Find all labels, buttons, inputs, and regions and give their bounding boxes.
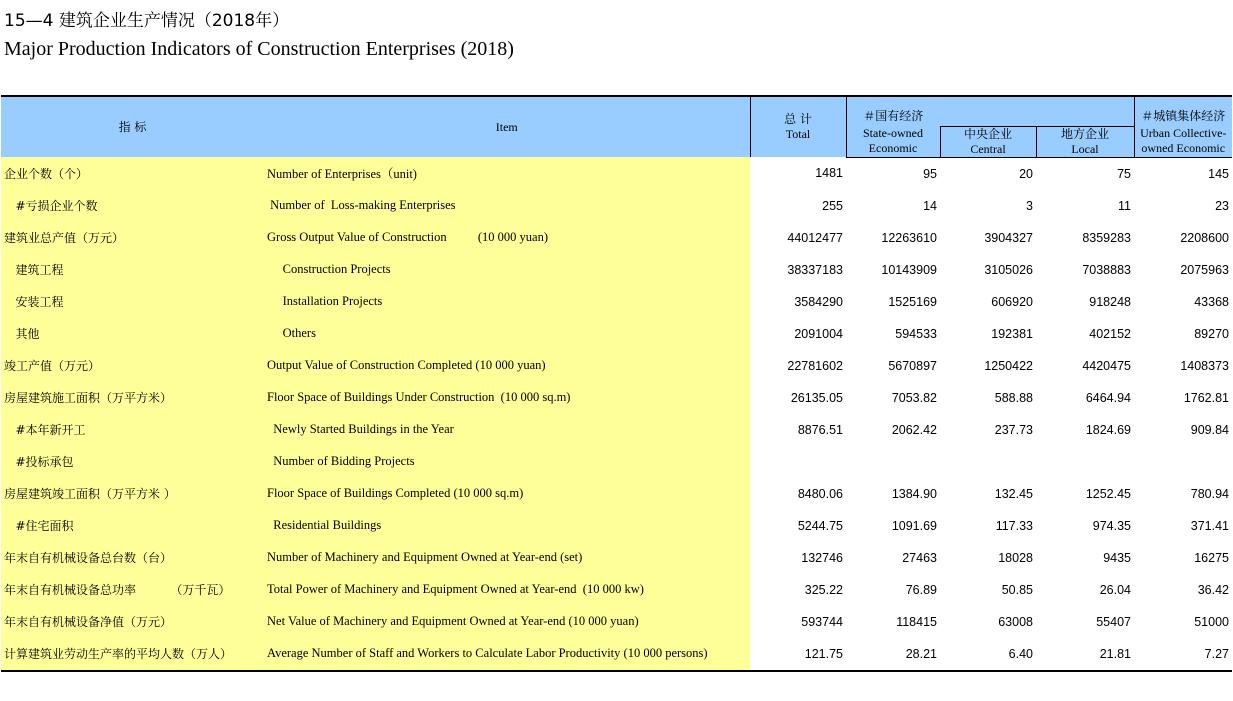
row-label-english: Net Value of Machinery and Equipment Owned at Year-end (10 000 yuan): [264, 606, 750, 638]
cell-urban: 145: [1208, 166, 1229, 181]
cell-local: 1252.45: [1085, 486, 1131, 501]
cell-total: [750, 446, 846, 478]
cell-state: 76.89: [905, 582, 937, 597]
cell-state: 118415: [896, 614, 937, 629]
table-row: [1, 382, 1232, 414]
cell-urban: 1408373: [1180, 358, 1229, 373]
cell-local: 11: [1118, 198, 1131, 213]
cell-urban: 36.42: [1197, 582, 1229, 597]
cell-state: 27463: [902, 550, 937, 565]
table-row: [1, 446, 1232, 478]
row-label-chinese: 计算建筑业劳动生产率的平均人数（万人）: [1, 638, 264, 671]
cell-central: [940, 446, 1036, 478]
cell-central: 117.33: [995, 518, 1033, 533]
row-label-chinese: 年末自有机械设备净值（万元）: [1, 606, 264, 638]
cell-urban: 371.41: [1190, 518, 1229, 533]
cell-local: 9435: [1103, 550, 1131, 565]
table-row: [1, 222, 1232, 254]
cell-local: 402152: [1089, 326, 1131, 341]
cell-central: 20: [1019, 166, 1033, 181]
cell-urban: 23: [1215, 198, 1229, 213]
row-label-english: Number of Bidding Projects: [264, 446, 750, 478]
table-row: [1, 542, 1232, 574]
cell-total: 2091004: [794, 326, 843, 341]
cell-total: 44012477: [787, 230, 843, 245]
row-label-chinese: #本年新开工: [1, 414, 264, 446]
cell-central: 3904327: [984, 230, 1033, 245]
row-label-chinese: 安装工程: [1, 286, 264, 318]
header-total: 总 计 Total: [750, 96, 846, 157]
row-label-chinese: #投标承包: [1, 446, 264, 478]
cell-urban: 43368: [1194, 294, 1229, 309]
cell-state: 95: [923, 166, 937, 181]
cell-central: 192381: [991, 326, 1033, 341]
cell-central: 18028: [998, 550, 1033, 565]
cell-total: 26135.05: [790, 390, 843, 405]
cell-central: 50.85: [1001, 582, 1033, 597]
table-row: [1, 638, 1232, 671]
production-indicators-table: [1, 95, 1232, 672]
cell-total: 3584290: [794, 294, 843, 309]
row-label-chinese: 年末自有机械设备总台数（台）: [1, 542, 264, 574]
cell-state: 1525169: [888, 294, 937, 309]
cell-central: 132.45: [994, 486, 1033, 501]
cell-central: 3: [1026, 198, 1033, 213]
cell-total: 22781602: [787, 358, 843, 373]
cell-central: 606920: [991, 294, 1033, 309]
row-label-chinese: 房屋建筑竣工面积（万平方米 ）: [1, 478, 264, 510]
cell-local: [1036, 446, 1134, 478]
cell-state: 2062.42: [891, 422, 937, 437]
cell-central: 588.88: [994, 390, 1033, 405]
header-item: Item: [264, 96, 750, 157]
table-row: [1, 478, 1232, 510]
cell-urban: 7.27: [1134, 638, 1232, 671]
cell-state: 5670897: [888, 358, 937, 373]
table-row: [1, 254, 1232, 286]
row-label-english: Output Value of Construction Completed (10 000 yuan): [264, 350, 750, 382]
cell-total: 5244.75: [797, 518, 843, 533]
row-label-chinese: 建筑业总产值（万元）: [1, 222, 264, 254]
row-label-english: Construction Projects: [264, 254, 750, 286]
cell-state: 14: [923, 198, 937, 213]
cell-state: 1091.69: [891, 518, 937, 533]
page-title-chinese: 15—4 建筑企业生产情况（2018年）: [4, 11, 290, 31]
header-central: 中央企业 Central: [940, 126, 1036, 157]
cell-local: 8359283: [1082, 230, 1131, 245]
cell-state: 594533: [895, 326, 937, 341]
row-label-english: Newly Started Buildings in the Year: [264, 414, 750, 446]
row-label-chinese: 竣工产值（万元）: [1, 350, 264, 382]
cell-total: 8876.51: [797, 422, 843, 437]
row-label-chinese: 企业个数（个）: [1, 157, 264, 190]
row-label-english: Number of Loss-making Enterprises: [264, 190, 750, 222]
row-label-chinese: #住宅面积: [1, 510, 264, 542]
table-row: [1, 510, 1232, 542]
cell-state: 28.21: [846, 638, 940, 671]
cell-state: 12263610: [881, 230, 937, 245]
cell-total: 593744: [801, 614, 843, 629]
table-row: [1, 190, 1232, 222]
cell-total: 1481: [815, 166, 843, 181]
page-title-english: Major Production Indicators of Construction Enterprises (2018): [4, 38, 514, 60]
cell-total: 132746: [801, 550, 843, 565]
cell-total: 121.75: [750, 638, 846, 671]
cell-urban: 2075963: [1180, 262, 1229, 277]
row-label-english: Average Number of Staff and Workers to Calculate Labor Productivity (10 000 persons): [264, 638, 750, 671]
cell-urban: 780.94: [1190, 486, 1229, 501]
table-row: [1, 157, 1232, 190]
cell-urban: 16275: [1194, 550, 1229, 565]
cell-local: 6464.94: [1085, 390, 1131, 405]
row-label-english: Number of Enterprises（unit): [264, 157, 750, 190]
cell-central: 6.40: [940, 638, 1036, 671]
row-label-chinese: #亏损企业个数: [1, 190, 264, 222]
table-row: [1, 574, 1232, 606]
cell-central: 1250422: [984, 358, 1033, 373]
cell-local: 26.04: [1099, 582, 1131, 597]
row-label-english: Others: [264, 318, 750, 350]
cell-central: 63008: [998, 614, 1033, 629]
cell-urban: 89270: [1194, 326, 1229, 341]
table-row: [1, 606, 1232, 638]
row-label-english: Floor Space of Buildings Completed (10 000 sq.m): [264, 478, 750, 510]
table-row: [1, 350, 1232, 382]
cell-central: 237.73: [994, 422, 1033, 437]
cell-state: [846, 446, 940, 478]
cell-local: 21.81: [1036, 638, 1134, 671]
header-urban-cn: ＃城镇集体经济: [1134, 96, 1232, 126]
table-row: [1, 414, 1232, 446]
table-row: [1, 286, 1232, 318]
header-urban-en: Urban Collective- owned Economic: [1134, 126, 1232, 157]
cell-urban: 1762.81: [1183, 390, 1229, 405]
cell-total: 38337183: [787, 262, 843, 277]
table-row: [1, 318, 1232, 350]
header-state-owned-cn: ＃国有经济: [846, 96, 940, 126]
header-local: 地方企业 Local: [1036, 126, 1134, 157]
header-state-owned-en: State-owned Economic: [846, 126, 940, 157]
cell-urban: 51000: [1194, 614, 1229, 629]
cell-urban: [1134, 446, 1232, 478]
cell-total: 255: [822, 198, 843, 213]
cell-state: 10143909: [881, 262, 937, 277]
cell-urban: 2208600: [1180, 230, 1229, 245]
row-label-chinese: 年末自有机械设备总功率 （万千瓦）: [1, 574, 264, 606]
row-label-chinese: 建筑工程: [1, 254, 264, 286]
cell-local: 75: [1117, 166, 1131, 181]
row-label-english: Gross Output Value of Construction (10 000 yuan): [264, 222, 750, 254]
cell-urban: 909.84: [1190, 422, 1229, 437]
cell-local: 974.35: [1092, 518, 1131, 533]
header-state-subgroup: [940, 96, 1134, 126]
row-label-english: Installation Projects: [264, 286, 750, 318]
cell-local: 7038883: [1082, 262, 1131, 277]
cell-total: 8480.06: [797, 486, 843, 501]
row-label-chinese: 其他: [1, 318, 264, 350]
cell-central: 3105026: [984, 262, 1033, 277]
row-label-english: Floor Space of Buildings Under Construction (10 000 sq.m): [264, 382, 750, 414]
cell-local: 4420475: [1082, 358, 1131, 373]
cell-local: 1824.69: [1085, 422, 1131, 437]
row-label-chinese: 房屋建筑施工面积（万平方米）: [1, 382, 264, 414]
cell-state: 1384.90: [891, 486, 937, 501]
row-label-english: Total Power of Machinery and Equipment Owned at Year-end (10 000 kw): [264, 574, 750, 606]
header-indicator: 指 标: [1, 96, 264, 157]
row-label-english: Residential Buildings: [264, 510, 750, 542]
cell-state: 7053.82: [891, 390, 937, 405]
cell-local: 918248: [1089, 294, 1131, 309]
cell-total: 325.22: [804, 582, 843, 597]
row-label-english: Number of Machinery and Equipment Owned at Year-end (set): [264, 542, 750, 574]
cell-local: 55407: [1096, 614, 1131, 629]
